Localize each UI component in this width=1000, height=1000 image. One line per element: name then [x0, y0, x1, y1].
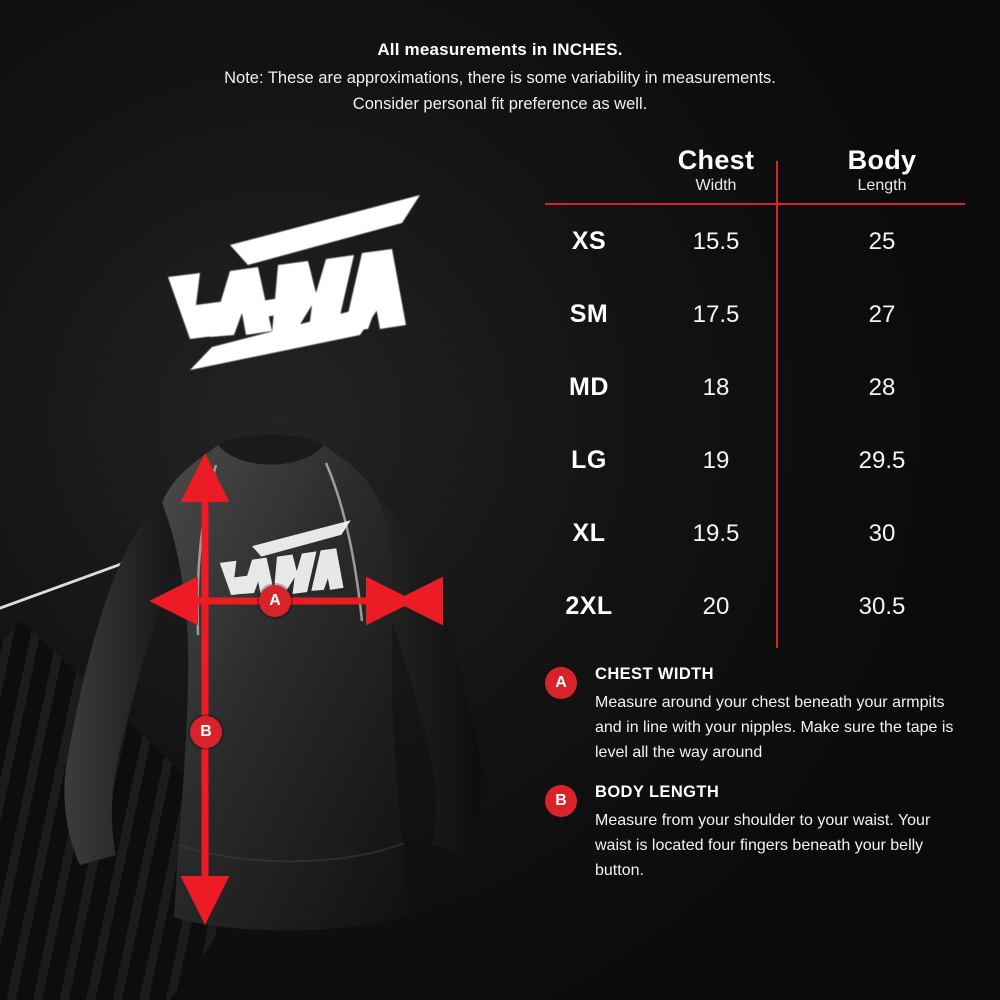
- cell-body-length: 25: [868, 227, 896, 255]
- table-header-row: [545, 145, 965, 203]
- legend-description: Measure around your chest beneath your armpits and in line with your nipples. Make sure the tape is level all the way around: [595, 694, 954, 761]
- legend-text: [595, 665, 965, 765]
- body-header-sub: Length: [857, 177, 907, 194]
- cell-size: MD: [569, 373, 609, 401]
- legend-title: CHEST WIDTH: [595, 665, 714, 683]
- cell-size: 2XL: [565, 592, 613, 620]
- cell-chest-width: 19.5: [692, 519, 740, 547]
- cell-body-length: 28: [868, 373, 896, 401]
- table-body: [545, 205, 965, 643]
- table-row: [545, 278, 965, 351]
- cell-body-length: 30: [868, 519, 896, 547]
- legend-badge: A: [545, 667, 577, 699]
- cell-chest-width: 17.5: [692, 300, 740, 328]
- chest-header-title: Chest: [677, 145, 755, 175]
- legend-badge: B: [545, 785, 577, 817]
- marker-b: B: [190, 716, 222, 748]
- legend: [545, 665, 965, 902]
- table-row: [545, 497, 965, 570]
- cell-chest-width: 15.5: [692, 227, 740, 255]
- cell-chest-width: 18: [702, 373, 730, 401]
- table-header-chest: [633, 145, 799, 195]
- brand-logo: [130, 185, 440, 415]
- cell-size: SM: [569, 300, 609, 328]
- size-table: [545, 145, 965, 643]
- table-header-body: [799, 145, 965, 195]
- table-vertical-divider: [776, 161, 778, 648]
- cell-chest-width: 19: [702, 446, 730, 474]
- cell-body-length: 30.5: [858, 592, 906, 620]
- table-row: [545, 205, 965, 278]
- cell-size: XS: [571, 227, 607, 255]
- header: [0, 40, 1000, 121]
- cell-body-length: 27: [868, 300, 896, 328]
- table-row: [545, 570, 965, 643]
- body-header-title: Body: [847, 145, 917, 175]
- legend-title: BODY LENGTH: [595, 783, 720, 802]
- header-line-1: All measurements in INCHES.: [377, 40, 623, 59]
- marker-a: A: [259, 585, 291, 617]
- legend-description: Measure from your shoulder to your waist. Your waist is located four fingers beneath your belly button.: [595, 812, 931, 879]
- cell-size: XL: [572, 519, 606, 547]
- legend-text: [595, 783, 965, 883]
- table-header-spacer: [545, 145, 633, 195]
- table-row: [545, 424, 965, 497]
- cell-body-length: 29.5: [858, 446, 906, 474]
- legend-block: [545, 783, 965, 883]
- cell-chest-width: 20: [702, 592, 730, 620]
- measurement-arrows: [50, 425, 530, 945]
- chest-header-sub: Width: [695, 177, 737, 194]
- cell-size: LG: [571, 446, 607, 474]
- legend-block: [545, 665, 965, 765]
- header-line-3: Consider personal fit preference as well.: [352, 95, 648, 113]
- table-row: [545, 351, 965, 424]
- header-line-2: Note: These are approximations, there is some variability in measurements.: [224, 69, 776, 87]
